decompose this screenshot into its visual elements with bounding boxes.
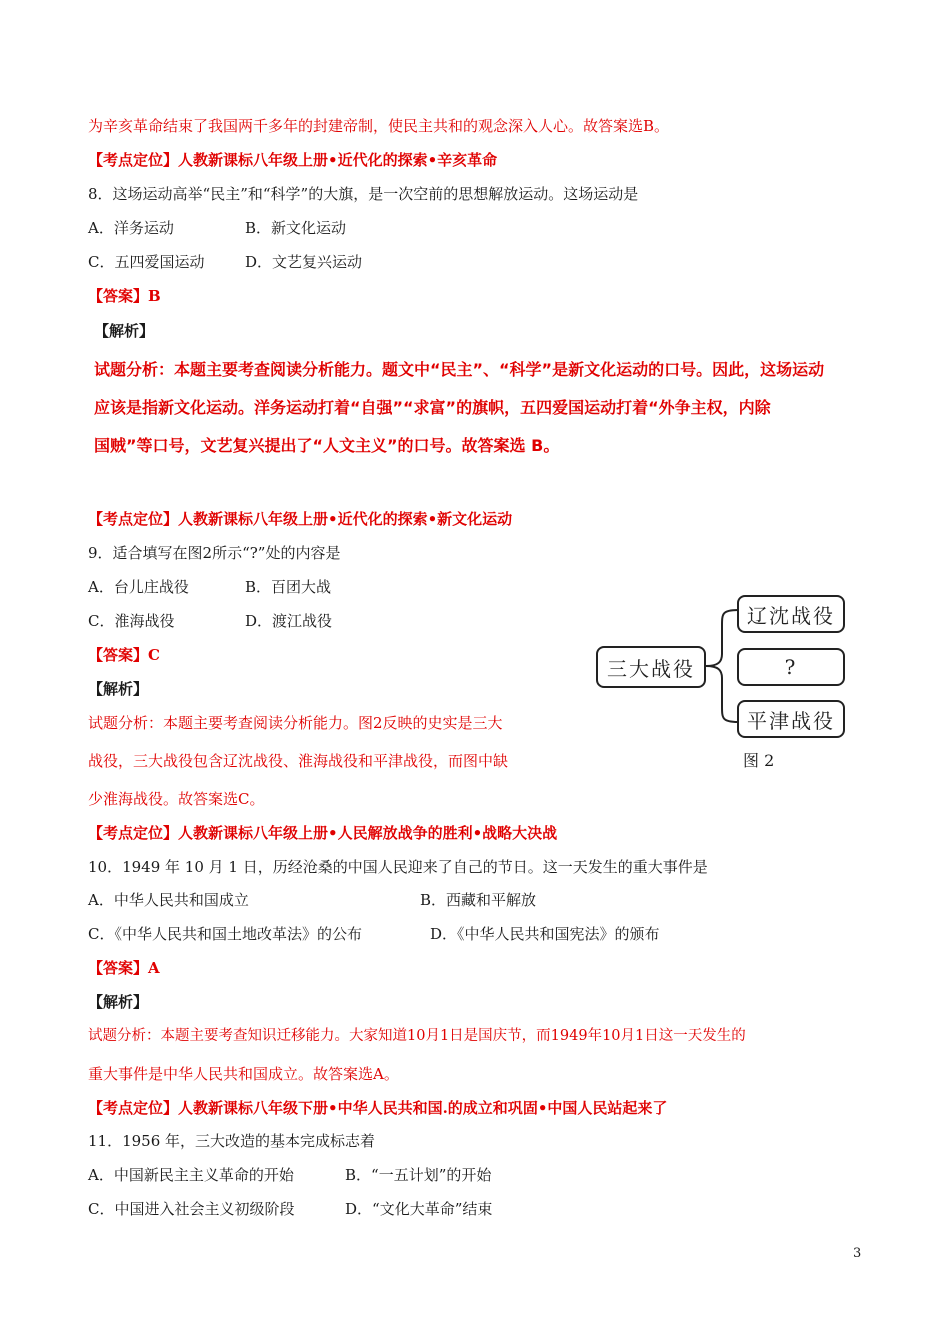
q8-analysis-label: 【解析】 (94, 322, 155, 340)
diagram-middle-box: ? (737, 648, 845, 686)
q9-locate: 【考点定位】人教新课标八年级上册•人民解放战争的胜利•战略大决战 (88, 824, 558, 842)
diagram-bottom-box: 平津战役 (737, 700, 845, 738)
q8-analysis-line: 试题分析：本题主要考查阅读分析能力。题文中“民主”、“科学”是新文化运动的口号。因此，这场运动 (94, 360, 825, 379)
q11-option-d: D．“文化大革命”结束 (345, 1200, 493, 1218)
page-number: 3 (853, 1246, 862, 1261)
question-8: 8．这场运动高举“民主”和“科学”的大旗，是一次空前的思想解放运动。这场运动是 (88, 185, 639, 203)
locate-line: 【考点定位】人教新课标八年级上册•近代化的探索•辛亥革命 (88, 151, 498, 169)
q9-analysis-label: 【解析】 (88, 680, 149, 698)
figure-caption: 图 2 (743, 751, 775, 770)
q8-locate: 【考点定位】人教新课标八年级上册•近代化的探索•新文化运动 (88, 510, 513, 528)
q8-analysis-line: 应该是指新文化运动。洋务运动打着“自强”“求富”的旗帜，五四爱国运动打着“外争主权，内除 (94, 398, 771, 417)
q10-option-d: D．《中华人民共和国宪法》的颁布 (430, 925, 660, 943)
q10-analysis-line: 试题分析：本题主要考查知识迁移能力。大家知道10月1日是国庆节，而1949年10月1日这一天发生的 (88, 1028, 746, 1044)
q11-option-a: A．中国新民主主义革命的开始 (88, 1166, 294, 1184)
q9-option-c: C．淮海战役 (88, 612, 175, 630)
q10-option-a: A．中华人民共和国成立 (88, 891, 249, 909)
q9-analysis-line: 少淮海战役。故答案选C。 (88, 790, 265, 808)
q8-option-c: C．五四爱国运动 (88, 253, 205, 271)
diagram-main-box: 三大战役 (596, 646, 706, 688)
q10-analysis-label: 【解析】 (88, 993, 149, 1011)
paragraph-line: 为辛亥革命结束了我国两千多年的封建帝制，使民主共和的观念深入人心。故答案选B。 (88, 117, 670, 135)
diagram-brace (700, 606, 742, 726)
question-10: 10．1949 年 10 月 1 日，历经沧桑的中国人民迎来了自己的节日。这一天发生的重大事件是 (88, 858, 708, 876)
q8-option-b: B．新文化运动 (245, 219, 347, 237)
q8-option-a: A．洋务运动 (88, 219, 174, 237)
question-11: 11．1956 年，三大改造的基本完成标志着 (88, 1132, 376, 1150)
q9-option-b: B．百团大战 (245, 578, 332, 596)
q11-option-c: C．中国进入社会主义初级阶段 (88, 1200, 295, 1218)
diagram-top-box: 辽沈战役 (737, 595, 845, 633)
q9-option-a: A．台儿庄战役 (88, 578, 189, 596)
q8-answer: 【答案】B (88, 287, 161, 305)
q11-option-b: B．“一五计划”的开始 (345, 1166, 492, 1184)
q9-option-d: D．渡江战役 (245, 612, 333, 630)
q8-analysis-line: 国贼”等口号，文艺复兴提出了“人文主义”的口号。故答案选 B。 (94, 436, 560, 455)
q10-option-c: C．《中华人民共和国土地改革法》的公布 (88, 925, 362, 943)
question-9: 9．适合填写在图2所示“?”处的内容是 (88, 544, 341, 562)
q10-locate: 【考点定位】人教新课标八年级下册•中华人民共和国.的成立和巩固•中国人民站起来了 (88, 1099, 668, 1117)
q9-analysis-line: 试题分析：本题主要考查阅读分析能力。图2反映的史实是三大 (88, 714, 503, 732)
q10-analysis-line: 重大事件是中华人民共和国成立。故答案选A。 (88, 1065, 399, 1083)
q10-option-b: B．西藏和平解放 (420, 891, 537, 909)
q9-answer: 【答案】C (88, 646, 160, 664)
q10-answer: 【答案】A (88, 959, 160, 977)
q8-option-d: D．文艺复兴运动 (245, 253, 363, 271)
q9-analysis-line: 战役，三大战役包含辽沈战役、淮海战役和平津战役，而图中缺 (88, 752, 509, 770)
